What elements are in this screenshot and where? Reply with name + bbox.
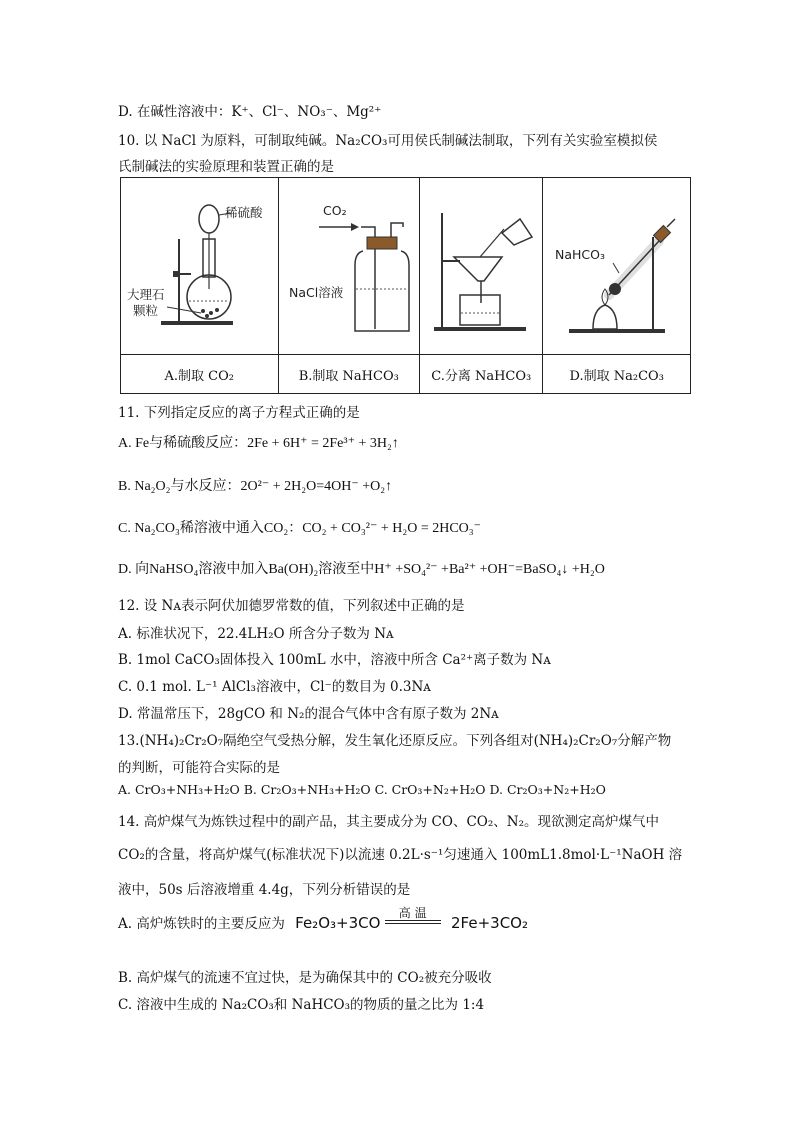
heating-test-tube-diagram [543,179,689,353]
apparatus-b [278,178,419,355]
q14-stem-line1: 14. 高炉煤气为炼铁过程中的副产品，其主要成分为 CO、CO₂、N₂。现欲测定高炉煤气中 [118,814,659,830]
q12-option-d: D. 常温常压下，28gCO 和 N₂的混合气体中含有原子数为 2Nᴀ [118,706,499,722]
label-nahco3: NaHCO₃ [555,247,606,262]
q11-option-a: A. Fe与稀硫酸反应：2Fe + 6H⁺ = 2Fe³⁺ + 3H₂↑ [118,436,399,451]
q14-option-c: C. 溶液中生成的 Na₂CO₃和 NaHCO₃的物质的量之比为 1:4 [118,997,485,1013]
q11-option-b: B. Na₂O₂与水反应：2O²⁻ + 2H₂O=4OH⁻ +O₂↑ [118,479,393,494]
q14-equation-left: Fe₂O₃+3CO [295,914,381,932]
caption-b: B.制取 NaHCO₃ [278,355,419,394]
q14-condition-text: 高 温 [398,906,427,920]
label-marble: 大理石 [127,287,165,302]
q14-condition [385,904,441,921]
q13-options: A. CrO₃+NH₃+H₂O B. Cr₂O₃+NH₃+H₂O C. CrO₃+N₂+H₂O D. Cr₂O₃+N₂+H₂O [118,782,606,797]
q12-option-b: B. 1mol CaCO₃固体投入 100mL 水中，溶液中所含 Ca²⁺离子数为 Nᴀ [118,652,551,668]
filtration-diagram [420,179,542,353]
co2-generator-diagram [121,179,277,353]
q11-option-d: D. 向NaHSO₄溶液中加入Ba(OH)₂溶液至中H⁺ +SO₄²⁻ +Ba²⁺ +OH⁻=BaSO₄↓ +H₂O [118,562,605,577]
caption-c: C.分离 NaHCO₃ [420,355,543,394]
q14-equation-right: 2Fe+3CO₂ [451,914,528,932]
caption-a: A.制取 CO₂ [121,355,279,394]
q14-option-b: B. 高炉煤气的流速不宜过快，是为确保其中的 CO₂被充分吸收 [118,970,492,986]
q11-stem: 11. 下列指定反应的离子方程式正确的是 [118,405,360,421]
label-dilute-sulfuric-acid: 稀硫酸 [225,205,263,220]
apparatus-d [543,178,691,355]
q14-stem-line3: 液中，50s 后溶液增重 4.4g，下列分析错误的是 [118,882,411,898]
label-nacl-solution: NaCl溶液 [288,285,343,300]
gas-washing-bottle-diagram [279,179,419,353]
q14-option-a-prefix: A. 高炉炼铁时的主要反应为 [118,916,285,932]
q13-stem-line1: 13.(NH₄)₂Cr₂O₇隔绝空气受热分解，发生氧化还原反应。下列各组对(NH₄)₂Cr₂O₇分解产物 [118,733,672,749]
apparatus-c [420,178,543,355]
q13-stem-line2: 的判断，可能符合实际的是 [118,760,280,776]
apparatus-table [120,177,691,394]
q14-stem-line2: CO₂的含量，将高炉煤气(标准状况下)以流速 0.2L·s⁻¹匀速通入 100mL1.8mol·L⁻¹NaOH 溶 [118,847,683,863]
q12-option-a: A. 标准状况下，22.4LH₂O 所含分子数为 Nᴀ [118,626,394,642]
caption-d: D.制取 Na₂CO₃ [543,355,691,394]
q10-stem-line1: 10. 以 NaCl 为原料，可制取纯碱。Na₂CO₃可用侯氏制碱法制取，下列有关实验室模拟侯 [118,133,658,149]
q9-option-d: D. 在碱性溶液中：K⁺、Cl⁻、NO₃⁻、Mg²⁺ [118,104,382,120]
label-granules: 颗粒 [133,303,159,318]
q14-option-a [118,906,528,932]
q12-stem: 12. 设 Nᴀ表示阿伏加德罗常数的值，下列叙述中正确的是 [118,598,465,614]
label-co2: CO₂ [322,203,347,218]
q11-option-c: C. Na₂CO₃稀溶液中通入CO₂：CO₂ + CO₃²⁻ + H₂O = 2HCO₃⁻ [118,521,482,536]
q12-option-c: C. 0.1 mol. L⁻¹ AlCl₃溶液中，Cl⁻的数目为 0.3Nᴀ [118,679,431,695]
q10-stem-line2: 氏制碱法的实验原理和装置正确的是 [118,159,334,175]
apparatus-a [121,178,279,355]
